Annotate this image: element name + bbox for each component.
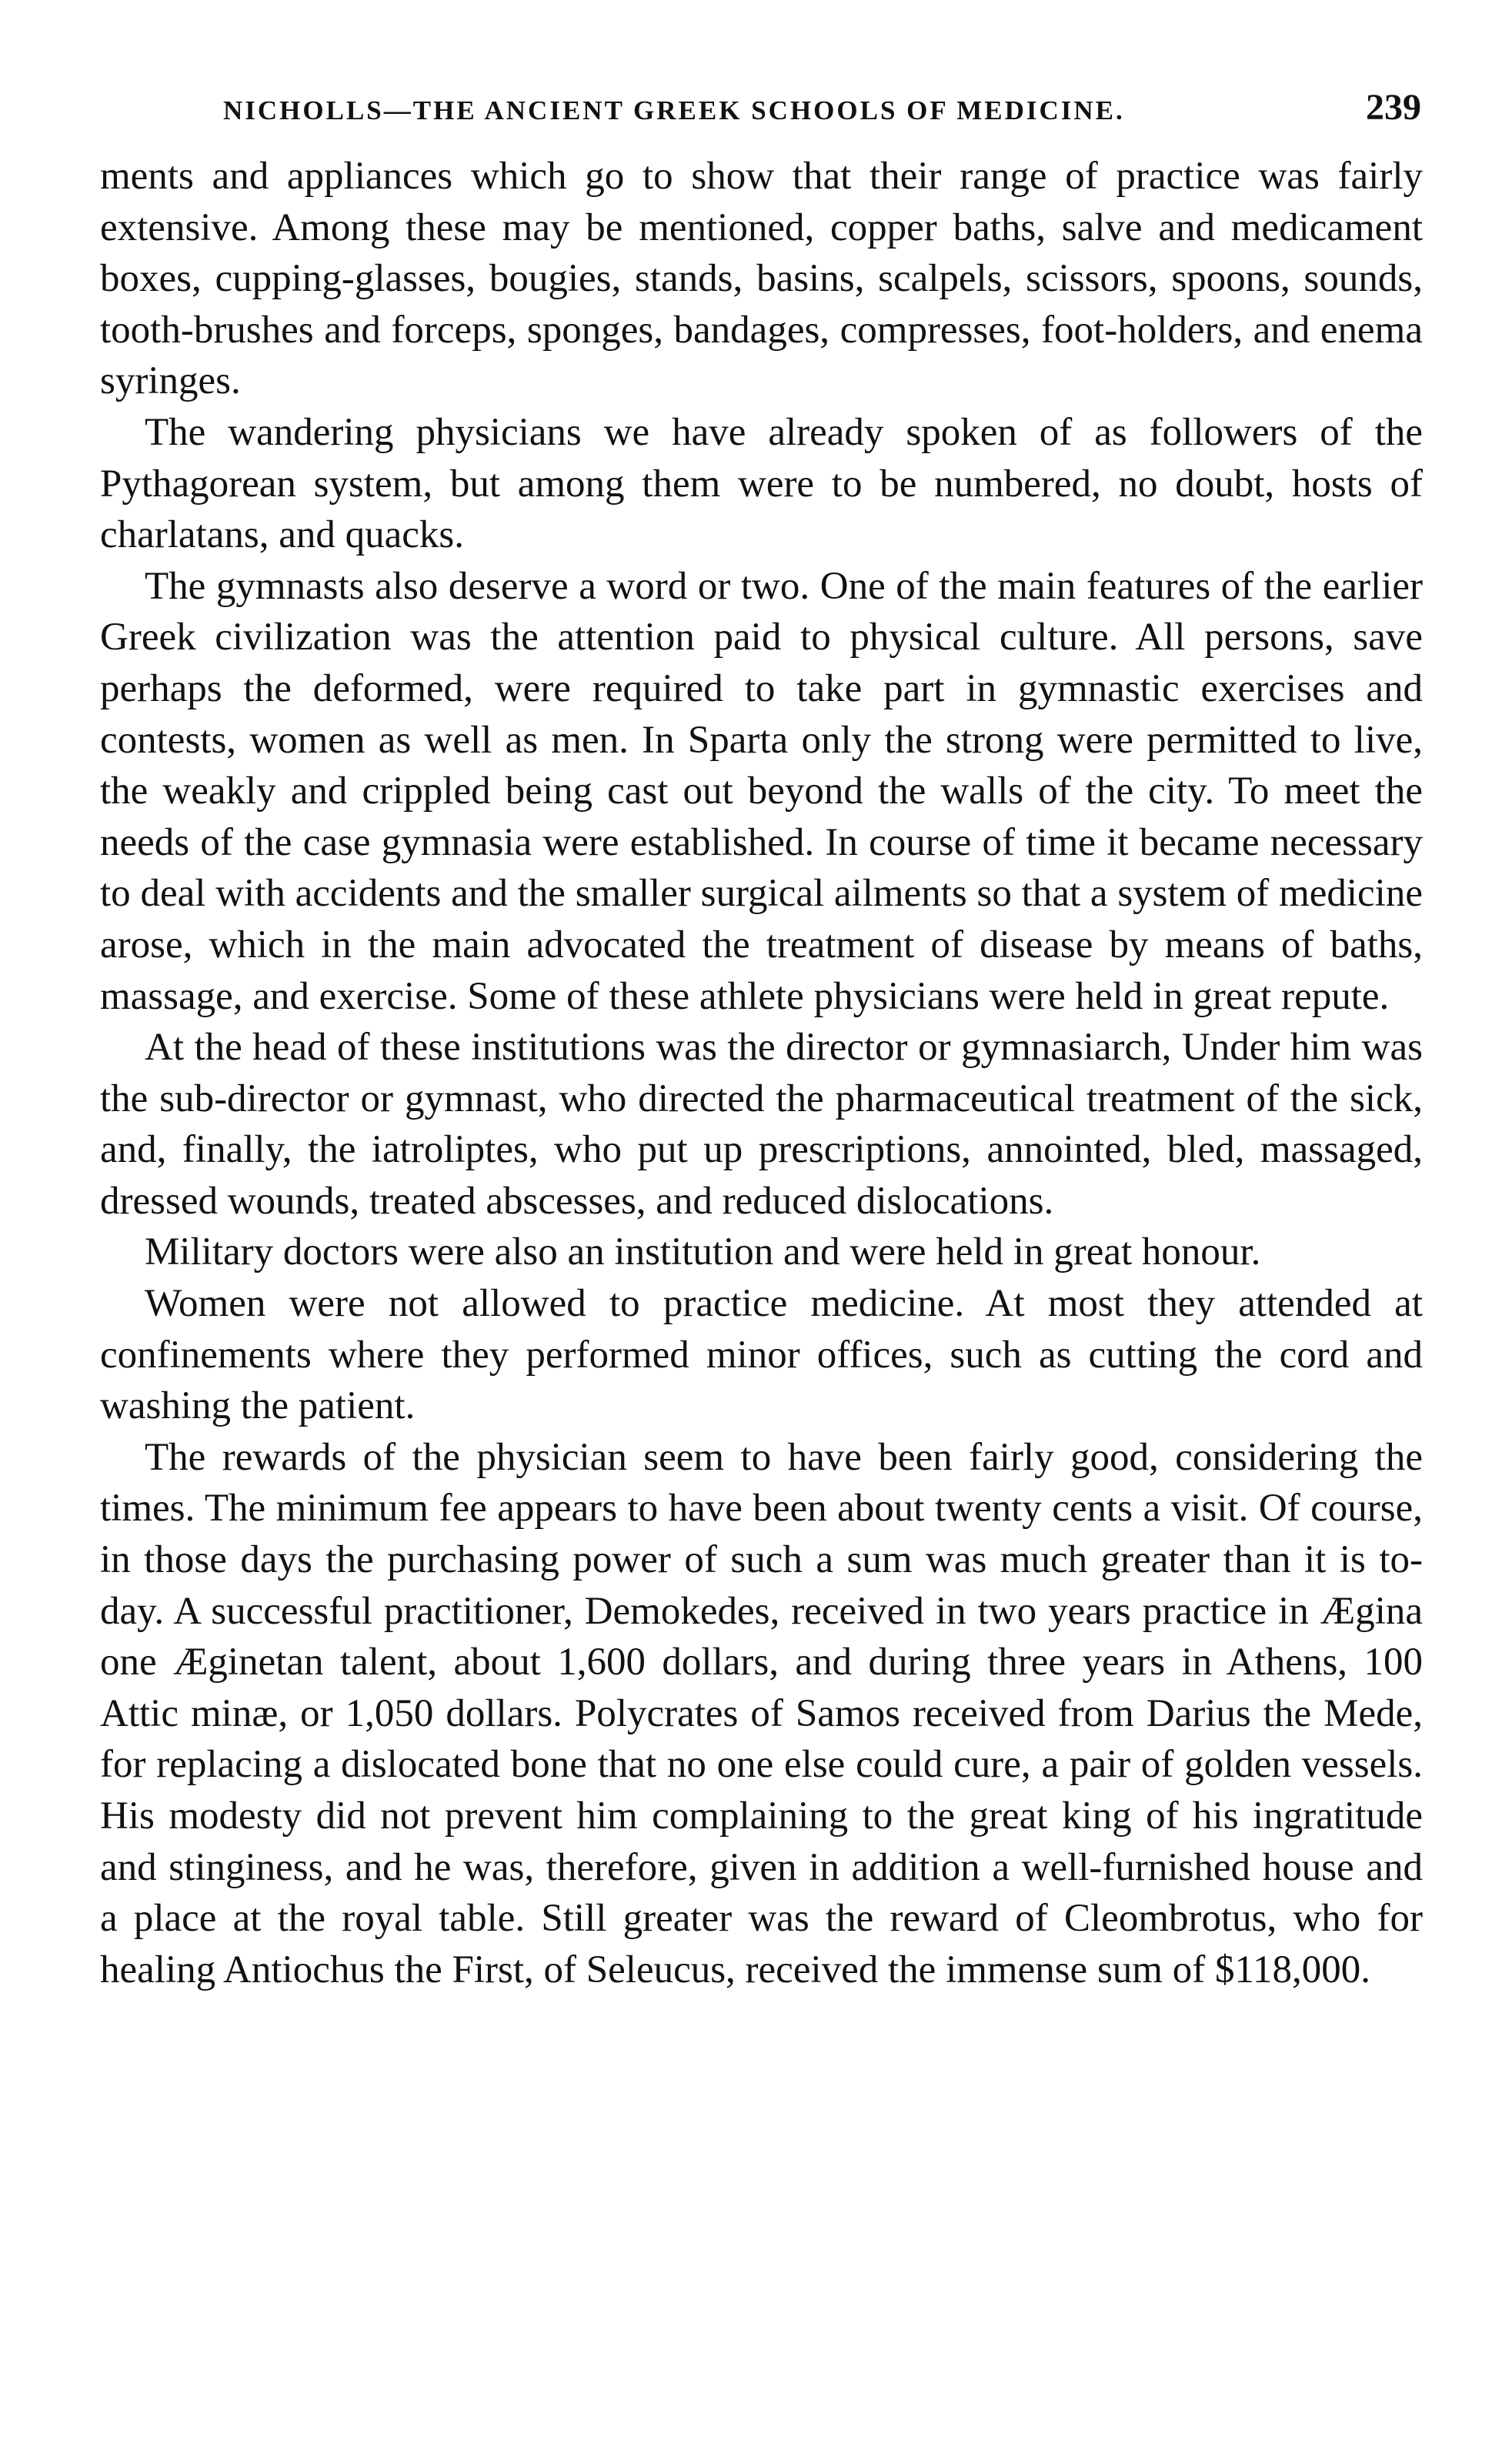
running-head bbox=[100, 86, 1421, 140]
paragraph-continuation: ments and appliances which go to show that their range of practice was fairly extensive. Among these may be mentioned, copper baths, salve and medicament boxes, cupping-glasses, bougies, stands, basins, scalpels, scissors, spoons, sounds, tooth-brushes and forceps, sponges, bandages, compresses, foot-holders, and enema syringes. bbox=[100, 155, 1423, 403]
page-number: 239 bbox=[1366, 87, 1421, 128]
paragraph-gymnasts: The gymnasts also deserve a word or two. One of the main features of the earlier Greek civilization was the attention paid to physical culture. All persons, save perhaps the deformed, were required to take part in gymnastic exercises and contests, women as well as men. In Sparta only the strong were permitted to live, the weakly and crippled being cast out beyond the walls of the city. To meet the needs of the case gymnasia were established. In course of time it became necessary to deal with accidents and the smaller surgical ailments so that a system of medicine arose, which in the main advocated the treatment of disease by means of baths, massage, and exercise. Some of these athlete physicians were held in great repute. bbox=[100, 564, 1423, 1018]
running-title: NICHOLLS—THE ANCIENT GREEK SCHOOLS OF MEDICINE. bbox=[223, 95, 1125, 125]
paragraph-military-doctors: Military doctors were also an institution and were held in great honour. bbox=[145, 1230, 1261, 1274]
paragraph-women: Women were not allowed to practice medicine. At most they attended at confinements where they performed minor offices, such as cutting the cord and washing the patient. bbox=[100, 1282, 1423, 1428]
paragraph-wandering-physicians: The wandering physicians we have already spoken of as followers of the Pythagorean system, but among them were to be numbered, no doubt, hosts of charlatans, and quacks. bbox=[100, 410, 1423, 557]
paragraph-gymnasiarch: At the head of these institutions was the director or gymnasiarch, Under him was the sub-director or gymnast, who directed the pharmaceutical treatment of the sick, and, finally, the iatroliptes, who put up prescriptions, annointed, bled, massaged, dressed wounds, treated abscesses, and reduced dislocations. bbox=[100, 1026, 1423, 1223]
paragraph-rewards: The rewards of the physician seem to have been fairly good, considering the times. The minimum fee appears to have been about twenty cents a visit. Of course, in those days the purchasing power of such a sum was much greater than it is to-day. A successful practitioner, Demokedes, received in two years practice in Ægina one Æginetan talent, about 1,600 dollars, and during three years in Athens, 100 Attic minæ, or 1,050 dollars. Polycrates of Samos received from Darius the Mede, for replacing a dislocated bone that no one else could cure, a pair of golden vessels. His modesty did not prevent him complaining to the great king of his ingratitude and stinginess, and he was, therefore, given in addition a well-furnished house and a place at the royal table. Still greater was the reward of Cleombrotus, who for healing Antiochus the First, of Seleucus, received the immense sum of $118,000. bbox=[100, 1435, 1423, 1991]
text-body bbox=[100, 151, 1423, 1995]
